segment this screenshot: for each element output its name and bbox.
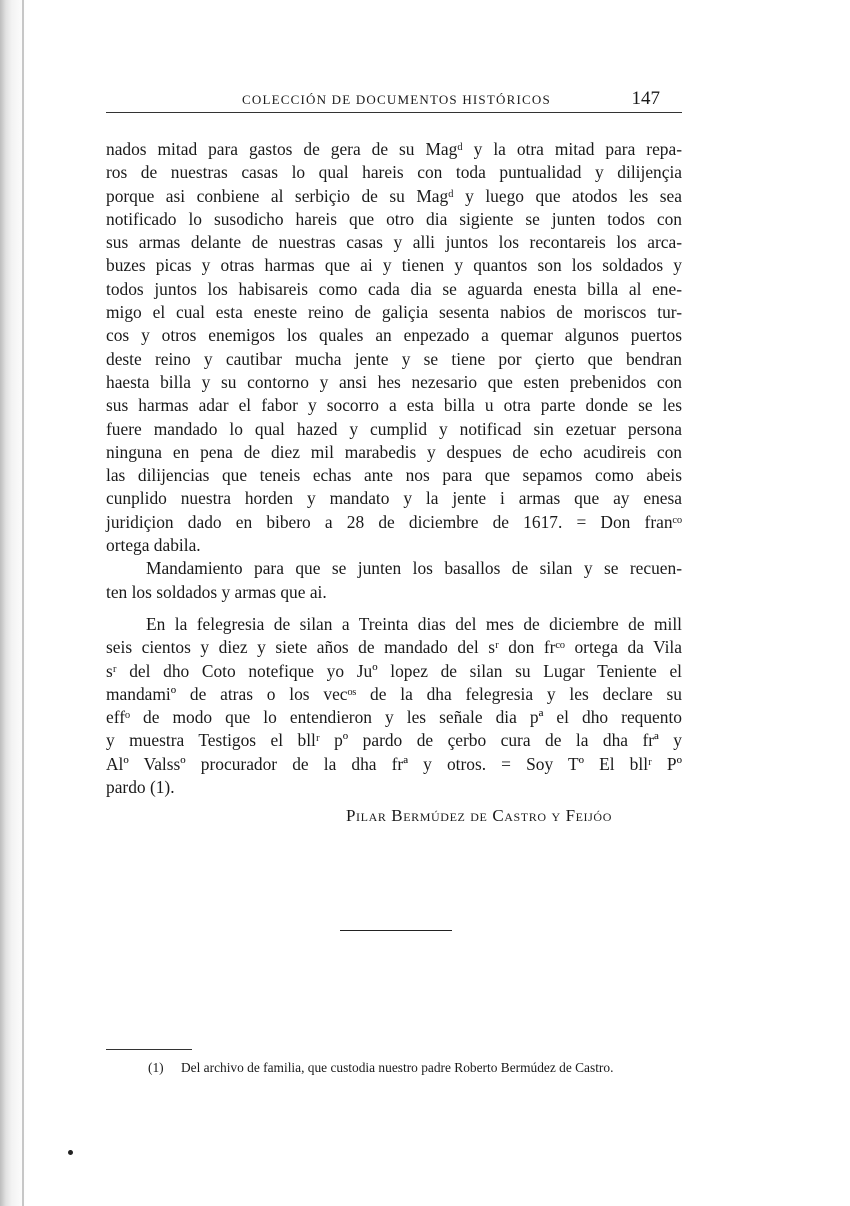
text-line: ninguna en pena de diez mil marabedis y despues de echo acudireis con — [106, 441, 682, 462]
text-line: cos y otros enemigos los quales an enpezado a quemar algunos puertos — [106, 325, 682, 346]
text-line: las dilijencias que teneis echas ante nos para que sepamos como abeis — [106, 465, 682, 486]
footnote-marker: (1) — [148, 1060, 164, 1075]
scan-speck — [68, 1150, 73, 1155]
text-line: todos juntos los habisareis como cada dia se aguarda enesta billa al ene- — [106, 278, 682, 299]
text-line: juridiçion dado en bibero a 28 de diciembre de 1617. = Don franᶜᵒ — [106, 511, 682, 532]
page-header — [106, 88, 682, 113]
text-line: sus harmas adar el fabor y socorro a esta billa u otra parte donde se les — [106, 395, 682, 416]
paragraph-gap — [106, 604, 682, 613]
footnote — [148, 1060, 613, 1076]
section-divider — [340, 930, 452, 931]
text-line: Alº Valssº procurador de la dha frª y otros. = Soy Tº El bllʳ Pº — [106, 753, 682, 774]
text-line: fuere mandado lo qual hazed y cumplid y notificad sin ezetuar persona — [106, 418, 682, 439]
scan-binding-line — [22, 0, 24, 1206]
footnote-text: Del archivo de familia, que custodia nuestro padre Roberto Bermúdez de Castro. — [180, 1060, 614, 1075]
footnote-divider — [106, 1049, 192, 1050]
heading-line: Mandamiento para que se junten los basallos de silan y se recuen- — [146, 558, 682, 579]
text-line: notificado lo susodicho hareis que otro dia sigiente se junten todos con — [106, 208, 682, 229]
text-line: effᵒ de modo que lo entendieron y les señale dia pª el dho requento — [106, 707, 682, 728]
page-number: 147 — [631, 88, 660, 109]
running-title: COLECCIÓN DE DOCUMENTOS HISTÓRICOS — [242, 92, 551, 107]
text-line: sus armas delante de nuestras casas y alli juntos los recontareis los arca- — [106, 232, 682, 253]
text-line: y muestra Testigos el bllʳ pº pardo de çerbo cura de la dha frª y — [106, 730, 682, 751]
text-line: ros de nuestras casas lo qual hareis con toda puntualidad y dilijençia — [106, 162, 682, 183]
text-line: buzes picas y otras harmas que ai y tienen y quantos son los soldados y — [106, 255, 682, 276]
author-signature: Pilar Bermúdez de Castro y Feijóo — [346, 806, 612, 825]
text-line: migo el cual esta eneste reino de galiçia sesenta nabios de moriscos tur- — [106, 302, 682, 323]
text-line: seis cientos y diez y siete años de mandado del sʳ don frᶜᵒ ortega da Vila — [106, 637, 682, 658]
text-line: porque asi conbiene al serbiçio de su Magᵈ y luego que atodos les sea — [106, 185, 682, 206]
heading-line: ten los soldados y armas que ai. — [106, 581, 327, 602]
text-line: cunplido nuestra horden y mandato y la jente i armas que ay enesa — [106, 488, 682, 509]
text-line: deste reino y cautibar mucha jente y se tiene por çierto que bendran — [106, 348, 682, 369]
text-line: En la felegresia de silan a Treinta dias del mes de diciembre de mill — [146, 613, 682, 634]
text-line: sʳ del dho Coto notefique yo Juº lopez de silan su Lugar Teniente el — [106, 660, 682, 681]
text-line: pardo (1). — [106, 777, 175, 798]
text-line: mandamiº de atras o los vecᵒˢ de la dha felegresia y les declare su — [106, 683, 682, 704]
document-body — [106, 138, 682, 799]
text-line: nados mitad para gastos de gera de su Magᵈ y la otra mitad para repa- — [106, 139, 682, 159]
text-line: haesta billa y su contorno y ansi hes nezesario que esten prebenidos con — [106, 371, 682, 392]
text-line: ortega dabila. — [106, 535, 201, 556]
